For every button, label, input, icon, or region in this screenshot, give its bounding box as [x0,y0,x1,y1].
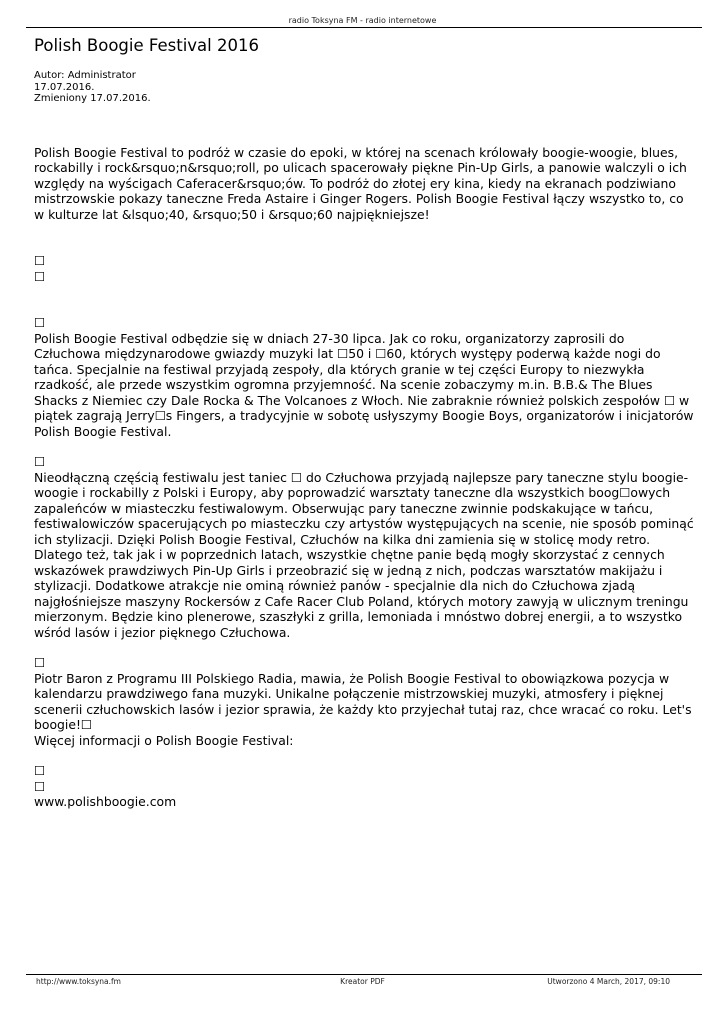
placeholder-glyph: ☐ [34,454,46,469]
more-info-label: Więcej informacji o Polish Boogie Festival: [34,732,294,748]
placeholder-glyph: ☐ [34,778,46,794]
header-divider [26,27,702,28]
footer-generator: Kreator PDF [340,977,385,986]
page-header: radio Toksyna FM - radio internetowe [288,16,437,25]
festival-link[interactable]: www.polishboogie.com [34,794,177,809]
article-meta [34,70,694,105]
placeholder-glyph: ☐ [34,268,46,284]
footer-created: Utworzono 4 March, 2017, 09:10 [547,977,670,986]
article-title: Polish Boogie Festival 2016 [34,36,259,55]
paragraph-quote: Piotr Baron z Programu III Polskiego Radia, mawia, że Polish Boogie Festival to obowiązkowa pozycja w kalendarzu prawdziwego fana muzyki. Unikalne połączenie mistrzowskiej muzyki, atmosfery i pięknej scenerii człuchowskich lasów i jezior sprawia, że każdy kto przyjechał tutaj raz, chce wracać co roku. Let's boogie!☐ [34,670,692,732]
paragraph-dates: Polish Boogie Festival odbędzie się w dniach 27-30 lipca. Jak co roku, organizatorzy zaprosili do Człuchowa międzynarodowe gwiazdy muzyki lat ☐50 i ☐60, których występy poderwą każde nogi do tańca. Specjalnie na festiwal przyjadą zespoły, dla których granie w tej części Europy to niezwykła rzadkość, ale przede wszystkim ogromna przyjemność. Na scenie zobaczymy m.in. B.B.& The Blues Shacks z Niemiec czy Dale Rocka & The Volcanoes z Włoch. Nie zabraknie również polskich zespołów ☐ w piątek zagrają Jerry☐s Fingers, a tradycyjnie w sobotę usłyszymy Boogie Boys, organizatorów i inicjatorów Polish Boogie Festival. [34,330,694,439]
placeholder-glyph: ☐ [34,253,46,268]
modified-date: Zmieniony 17.07.2016. [34,93,151,104]
article [34,36,694,810]
footer-url[interactable]: http://www.toksyna.fm [36,977,121,986]
placeholder-glyph: ☐ [34,655,46,670]
paragraph-dance: Nieodłączną częścią festiwalu jest taniec ☐ do Człuchowa przyjadą najlepsze pary taneczne stylu boogie-woogie i rockabilly z Polski i Europy, aby poprowadzić warsztaty taneczne dla wszystkich boog☐owych zapaleńców w miasteczku festiwalowym. Obserwując pary taneczne zwinnie podskakujące w tańcu, festiwalowiczów spacerujących po miasteczku czy artystów występujących na scenie, nie sposób pominąć ich stylizacji. Dzięki Polish Boogie Festival, Człuchów na kilka dni zamienia się w stolicę mody retro. Dlatego też, tak jak i w poprzednich latach, wszystkie chętne panie będą mogły skorzystać z cennych wskazówek prawdziwych Pin-Up Girls i przeobrazić się w jedną z nich, podczas warsztatów makijażu i stylizacji. Dodatkowe atrakcje nie ominą również panów - specjalnie dla nich do Człuchowa zjadą najgłośniejsze maszyny Rockersów z Cafe Racer Club Poland, których motory zawyją w ulicznym treningu mierzonym. Będzie kino plenerowe, szaszłyki z grilla, lemoniada i mnóstwo dobrej energii, a to wszystko wśród lasów i jezior pięknego Człuchowa. [34,469,694,640]
placeholder-glyph: ☐ [34,763,46,778]
placeholder-glyph: ☐ [34,315,46,330]
footer-divider [26,974,702,975]
author-line: Autor: Administrator [34,70,136,81]
publish-date: 17.07.2016. [34,81,95,93]
paragraph-intro: Polish Boogie Festival to podróż w czasie do epoki, w której na scenach królowały boogie-woogie, blues, rockabilly i rock&rsquo;n&rsquo;roll, po ulicach spacerowały piękne Pin-Up Girls, a panowie walczyli o ich względy na wyścigach Caferacer&rsquo;ów. To podróż do złotej ery kina, kiedy na ekranach podziwiano mistrzowskie pokazy taneczne Freda Astaire i Ginger Rogers. Polish Boogie Festival łączy wszystko to, co w kulturze lat &lsquo;40, &rsquo;50 i &rsquo;60 najpiękniejsze! [34,144,687,222]
